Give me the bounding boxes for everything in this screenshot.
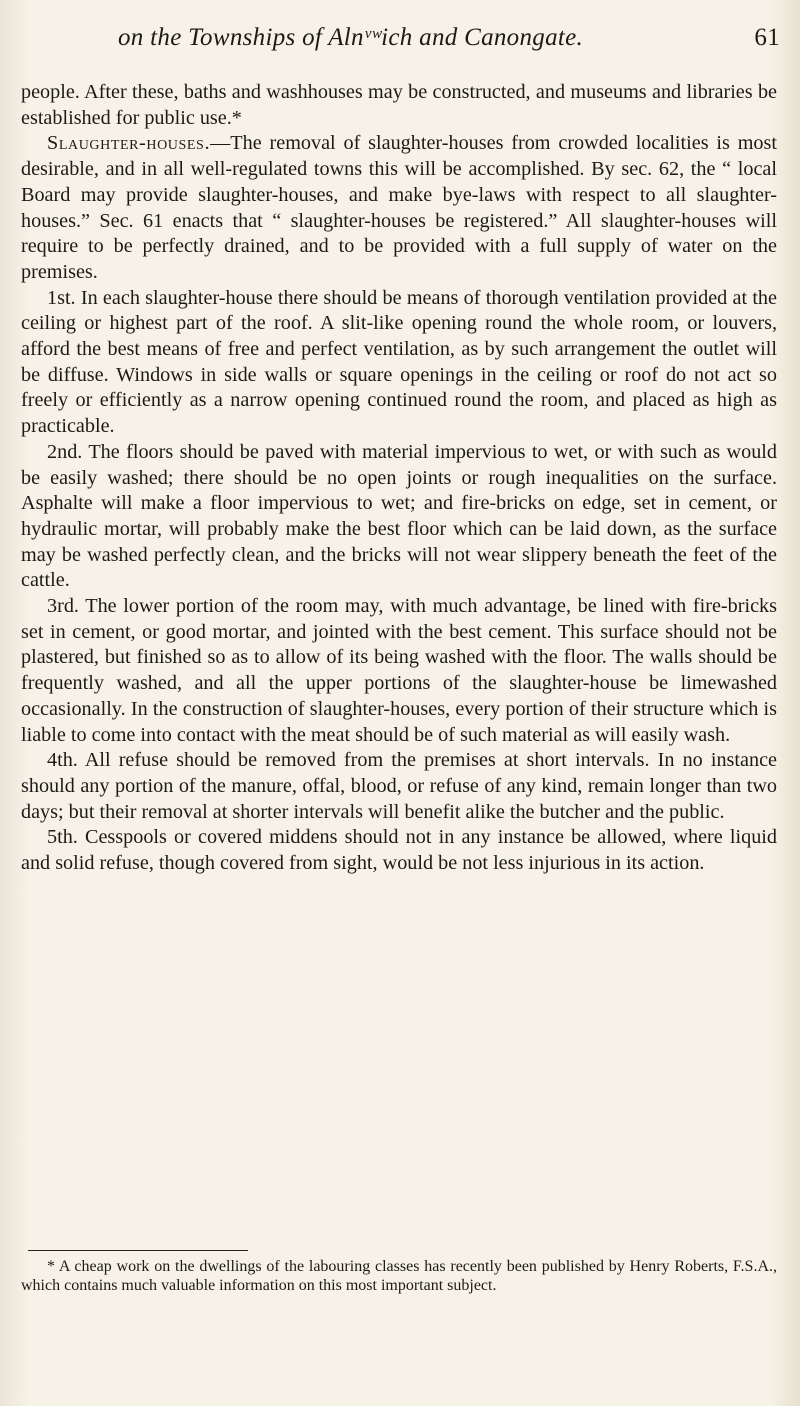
paragraph-second-floors: 2nd. The floors should be paved with material impervious to wet, or with such as would be easily washed; there should be no open joints or rough inequalities on the surface. Asphalte will make a floor impervious to wet; and fire-bricks on edge, set in cement, or hydraulic mortar, will probably make the best floor which can be laid down, as the surface may be washed perfectly clean, and the bricks will not wear slippery beneath the feet of the cattle. [21,440,777,592]
paragraph-third-walls: 3rd. The lower portion of the room may, with much advantage, be lined with fire-bricks set in cement, or good mortar, and jointed with the best cement. This surface should not be plastered, but finished so as to allow of its being washed with the floor. The walls should be frequently washed, and all the upper portions of the slaughter-house be limewashed occasionally. In the construction of slaughter-houses, every portion of their structure which is liable to come into contact with the meat should be of such material as will easily wash. [21,595,777,746]
paragraph-slaughter-houses: Slaughter-houses.—The removal of slaughter-houses from crowded localities is most desirable, and in all well-regulated towns this will be accomplished. By sec. 62, the “ local Board may provide slaughter-houses, and make bye-laws with respect to all slaughter-houses.” Sec. 61 enacts that “ slaughter-houses be registered.” All slaughter-houses will require to be perfectly drained, and to be provided with a full supply of water on the premises. [21,132,777,283]
running-head [118,20,788,60]
paragraph-fourth-refuse: 4th. All refuse should be removed from the premises at short intervals. In no instance should any portion of the manure, offal, blood, or refuse of any kind, remain longer than two days; but their removal at shorter intervals will benefit alike the butcher and the public. [21,749,777,823]
running-title: on the Townships of Alnᵛʷich and Canongate. [118,24,584,51]
footnote-rule [28,1250,248,1251]
footnote: * A cheap work on the dwellings of the labouring classes has recently been published by Henry Roberts, F.S.A., which contains much valuable information on this most important subject. [21,1258,777,1294]
body-text [21,80,777,877]
paragraph-first-ventilation: 1st. In each slaughter-house there should be means of thorough ventilation provided at the ceiling or highest part of the roof. A slit-like opening round the whole room, or louvers, afford the best means of free and perfect ventilation, as by such arrangement the outlet will be diffuse. Windows in side walls or square openings in the ceiling or roof do not act so freely or efficiently as a narrow opening continued round the room, and placed as high as practicable. [21,286,777,438]
paragraph-fifth-cesspools: 5th. Cesspools or covered middens should not in any instance be allowed, where liquid and solid refuse, though covered from sight, would be not less injurious in its action. [21,826,777,875]
section-heading-slaughter-houses: Slaughter-houses. [47,132,211,155]
page-number: 61 [754,24,780,51]
paragraph-continuation: people. After these, baths and washhouses may be constructed, and museums and libraries be established for public use.* [21,81,777,129]
